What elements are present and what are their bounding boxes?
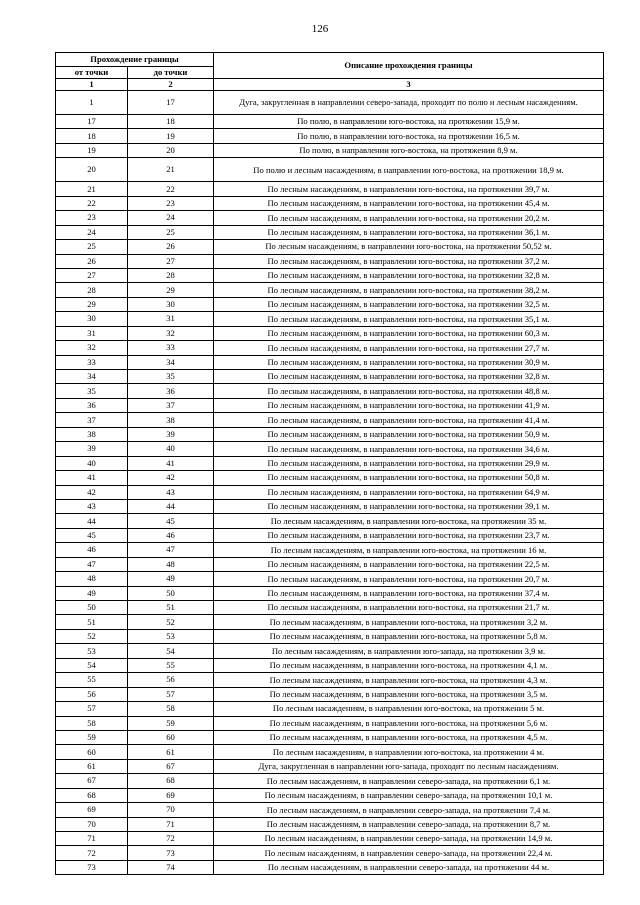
cell-description: По лесным насаждениям, в направлении юго-востока, на протяжении 5,6 м.	[214, 716, 604, 730]
cell-from-point: 21	[56, 182, 128, 196]
cell-to-point: 51	[128, 601, 214, 615]
cell-from-point: 73	[56, 860, 128, 874]
cell-description: По лесным насаждениям, в направлении юго-востока, на протяжении 32,5 м.	[214, 297, 604, 311]
cell-to-point: 38	[128, 413, 214, 427]
cell-to-point: 37	[128, 398, 214, 412]
table-row	[56, 687, 604, 701]
cell-description: По лесным насаждениям, в направлении юго-востока, на протяжении 39,1 м.	[214, 499, 604, 513]
cell-to-point: 45	[128, 514, 214, 528]
cell-description: По лесным насаждениям, в направлении северо-запада, на протяжении 22,4 м.	[214, 846, 604, 860]
cell-from-point: 17	[56, 115, 128, 129]
cell-description: По лесным насаждениям, в направлении юго-востока, на протяжении 41,9 м.	[214, 398, 604, 412]
header-boundary-passage: Прохождение границы	[56, 53, 214, 67]
table-row	[56, 326, 604, 340]
table-row	[56, 860, 604, 874]
cell-from-point: 49	[56, 586, 128, 600]
cell-to-point: 31	[128, 312, 214, 326]
cell-to-point: 46	[128, 528, 214, 542]
cell-description: По лесным насаждениям, в направлении юго-востока, на протяжении 37,2 м.	[214, 254, 604, 268]
cell-description: По лесным насаждениям, в направлении юго-востока, на протяжении 32,8 м.	[214, 268, 604, 282]
table-row	[56, 485, 604, 499]
cell-description: По лесным насаждениям, в направлении юго-востока, на протяжении 35,1 м.	[214, 312, 604, 326]
table-row	[56, 601, 604, 615]
cell-from-point: 29	[56, 297, 128, 311]
cell-description: Дуга, закругленная в направлении северо-запада, проходит по полю и лесным насаждениям.	[214, 91, 604, 115]
cell-from-point: 28	[56, 283, 128, 297]
cell-description: По лесным насаждениям, в направлении юго-востока, на протяжении 50,8 м.	[214, 471, 604, 485]
cell-description: По лесным насаждениям, в направлении северо-запада, на протяжении 44 м.	[214, 860, 604, 874]
cell-from-point: 53	[56, 644, 128, 658]
cell-from-point: 67	[56, 774, 128, 788]
table-row	[56, 644, 604, 658]
table-row	[56, 297, 604, 311]
cell-from-point: 34	[56, 370, 128, 384]
cell-to-point: 57	[128, 687, 214, 701]
table-row	[56, 673, 604, 687]
cell-to-point: 56	[128, 673, 214, 687]
cell-to-point: 44	[128, 499, 214, 513]
table-row	[56, 283, 604, 297]
cell-from-point: 61	[56, 759, 128, 773]
table-row	[56, 658, 604, 672]
cell-to-point: 20	[128, 143, 214, 157]
cell-from-point: 35	[56, 384, 128, 398]
table-row	[56, 702, 604, 716]
cell-to-point: 21	[128, 158, 214, 182]
cell-from-point: 24	[56, 225, 128, 239]
cell-description: По лесным насаждениям, в направлении юго-востока, на протяжении 34,6 м.	[214, 442, 604, 456]
page-number: 126	[311, 23, 329, 35]
cell-from-point: 30	[56, 312, 128, 326]
table-row	[56, 384, 604, 398]
table-header	[56, 53, 604, 91]
table-row	[56, 745, 604, 759]
cell-description: По лесным насаждениям, в направлении юго-востока, на протяжении 20,7 м.	[214, 572, 604, 586]
cell-from-point: 55	[56, 673, 128, 687]
cell-from-point: 47	[56, 557, 128, 571]
header-from-point: от точки	[56, 67, 128, 79]
table-row	[56, 91, 604, 115]
header-to-point: до точки	[128, 67, 214, 79]
cell-from-point: 26	[56, 254, 128, 268]
cell-description: По лесным насаждениям, в направлении юго-востока, на протяжении 4,1 м.	[214, 658, 604, 672]
cell-to-point: 69	[128, 788, 214, 802]
cell-description: По полю, в направлении юго-востока, на протяжении 8,9 м.	[214, 143, 604, 157]
cell-description: По лесным насаждениям, в направлении юго-запада, на протяжении 3,9 м.	[214, 644, 604, 658]
cell-from-point: 1	[56, 91, 128, 115]
table-row	[56, 730, 604, 744]
cell-to-point: 22	[128, 182, 214, 196]
cell-description: По полю, в направлении юго-востока, на протяжении 15,9 м.	[214, 115, 604, 129]
cell-from-point: 70	[56, 817, 128, 831]
cell-from-point: 31	[56, 326, 128, 340]
cell-description: По лесным насаждениям, в направлении юго-востока, на протяжении 21,7 м.	[214, 601, 604, 615]
cell-to-point: 30	[128, 297, 214, 311]
cell-description: По лесным насаждениям, в направлении юго-востока, на протяжении 16 м.	[214, 543, 604, 557]
cell-description: По лесным насаждениям, в направлении юго-востока, на протяжении 5 м.	[214, 702, 604, 716]
cell-description: По лесным насаждениям, в направлении юго-востока, на протяжении 23,7 м.	[214, 528, 604, 542]
cell-from-point: 23	[56, 211, 128, 225]
cell-from-point: 45	[56, 528, 128, 542]
cell-from-point: 54	[56, 658, 128, 672]
table-row	[56, 413, 604, 427]
table-row	[56, 832, 604, 846]
cell-from-point: 51	[56, 615, 128, 629]
table-row	[56, 499, 604, 513]
cell-from-point: 71	[56, 832, 128, 846]
cell-to-point: 33	[128, 341, 214, 355]
cell-to-point: 72	[128, 832, 214, 846]
cell-from-point: 27	[56, 268, 128, 282]
cell-description: По лесным насаждениям, в направлении юго-востока, на протяжении 3,2 м.	[214, 615, 604, 629]
cell-description: По лесным насаждениям, в направлении юго-востока, на протяжении 38,2 м.	[214, 283, 604, 297]
table-row	[56, 528, 604, 542]
cell-description: По лесным насаждениям, в направлении северо-запада, на протяжении 6,1 м.	[214, 774, 604, 788]
cell-to-point: 55	[128, 658, 214, 672]
cell-description: По лесным насаждениям, в направлении юго-востока, на протяжении 39,7 м.	[214, 182, 604, 196]
table-row	[56, 129, 604, 143]
cell-to-point: 71	[128, 817, 214, 831]
cell-to-point: 74	[128, 860, 214, 874]
table-row	[56, 398, 604, 412]
cell-from-point: 69	[56, 803, 128, 817]
cell-to-point: 42	[128, 471, 214, 485]
table-row	[56, 471, 604, 485]
cell-description: По лесным насаждениям, в направлении северо-запада, на протяжении 14,9 м.	[214, 832, 604, 846]
cell-description: По лесным насаждениям, в направлении северо-запада, на протяжении 10,1 м.	[214, 788, 604, 802]
cell-to-point: 28	[128, 268, 214, 282]
cell-from-point: 40	[56, 456, 128, 470]
cell-from-point: 36	[56, 398, 128, 412]
cell-from-point: 38	[56, 427, 128, 441]
table-row	[56, 846, 604, 860]
cell-description: По лесным насаждениям, в направлении юго-востока, на протяжении 30,9 м.	[214, 355, 604, 369]
cell-description: По лесным насаждениям, в направлении юго-востока, на протяжении 36,1 м.	[214, 225, 604, 239]
cell-to-point: 58	[128, 702, 214, 716]
cell-to-point: 49	[128, 572, 214, 586]
cell-description: По лесным насаждениям, в направлении юго-востока, на протяжении 29,9 м.	[214, 456, 604, 470]
cell-description: По лесным насаждениям, в направлении юго-востока, на протяжении 4 м.	[214, 745, 604, 759]
table-row	[56, 341, 604, 355]
cell-from-point: 42	[56, 485, 128, 499]
table-row	[56, 211, 604, 225]
cell-to-point: 54	[128, 644, 214, 658]
cell-from-point: 58	[56, 716, 128, 730]
cell-to-point: 53	[128, 629, 214, 643]
cell-description: По лесным насаждениям, в направлении северо-запада, на протяжении 8,7 м.	[214, 817, 604, 831]
cell-from-point: 44	[56, 514, 128, 528]
cell-description: По лесным насаждениям, в направлении юго-востока, на протяжении 45,4 м.	[214, 196, 604, 210]
cell-description: По лесным насаждениям, в направлении юго-востока, на протяжении 64,9 м.	[214, 485, 604, 499]
cell-to-point: 43	[128, 485, 214, 499]
cell-from-point: 18	[56, 129, 128, 143]
cell-from-point: 43	[56, 499, 128, 513]
cell-description: По лесным насаждениям, в направлении юго-востока, на протяжении 37,4 м.	[214, 586, 604, 600]
cell-description: По лесным насаждениям, в направлении юго-востока, на протяжении 32,8 м.	[214, 370, 604, 384]
cell-from-point: 37	[56, 413, 128, 427]
cell-to-point: 27	[128, 254, 214, 268]
table-row	[56, 115, 604, 129]
cell-to-point: 73	[128, 846, 214, 860]
cell-description: По лесным насаждениям, в направлении юго-востока, на протяжении 4,5 м.	[214, 730, 604, 744]
cell-to-point: 23	[128, 196, 214, 210]
table-row	[56, 759, 604, 773]
cell-from-point: 72	[56, 846, 128, 860]
cell-to-point: 48	[128, 557, 214, 571]
table-body	[56, 91, 604, 875]
cell-to-point: 26	[128, 240, 214, 254]
table-row	[56, 456, 604, 470]
cell-description: По лесным насаждениям, в направлении юго-востока, на протяжении 22,5 м.	[214, 557, 604, 571]
cell-description: По лесным насаждениям, в направлении северо-запада, на протяжении 7,4 м.	[214, 803, 604, 817]
cell-description: По лесным насаждениям, в направлении юго-востока, на протяжении 35 м.	[214, 514, 604, 528]
cell-from-point: 20	[56, 158, 128, 182]
cell-to-point: 47	[128, 543, 214, 557]
cell-to-point: 68	[128, 774, 214, 788]
header-col-num-1: 1	[56, 79, 128, 91]
cell-to-point: 40	[128, 442, 214, 456]
table-row	[56, 716, 604, 730]
cell-to-point: 61	[128, 745, 214, 759]
table-row	[56, 514, 604, 528]
cell-from-point: 68	[56, 788, 128, 802]
cell-from-point: 25	[56, 240, 128, 254]
cell-from-point: 22	[56, 196, 128, 210]
boundary-table	[55, 52, 604, 875]
cell-from-point: 56	[56, 687, 128, 701]
cell-from-point: 33	[56, 355, 128, 369]
table-row	[56, 615, 604, 629]
cell-description: Дуга, закругленная в направлении юго-запада, проходит по лесным насаждениям.	[214, 759, 604, 773]
cell-to-point: 39	[128, 427, 214, 441]
table-row	[56, 196, 604, 210]
cell-from-point: 57	[56, 702, 128, 716]
cell-description: По лесным насаждениям, в направлении юго-востока, на протяжении 60,3 м.	[214, 326, 604, 340]
cell-to-point: 25	[128, 225, 214, 239]
table-row	[56, 355, 604, 369]
cell-to-point: 29	[128, 283, 214, 297]
cell-to-point: 67	[128, 759, 214, 773]
cell-from-point: 41	[56, 471, 128, 485]
cell-to-point: 19	[128, 129, 214, 143]
cell-to-point: 17	[128, 91, 214, 115]
table-row	[56, 225, 604, 239]
header-col-num-3: 3	[214, 79, 604, 91]
cell-from-point: 39	[56, 442, 128, 456]
cell-to-point: 50	[128, 586, 214, 600]
header-description: Описание прохождения границы	[214, 53, 604, 79]
cell-description: По лесным насаждениям, в направлении юго-востока, на протяжении 3,5 м.	[214, 687, 604, 701]
cell-to-point: 41	[128, 456, 214, 470]
cell-from-point: 48	[56, 572, 128, 586]
cell-to-point: 59	[128, 716, 214, 730]
cell-description: По лесным насаждениям, в направлении юго-востока, на протяжении 48,8 м.	[214, 384, 604, 398]
cell-from-point: 52	[56, 629, 128, 643]
header-col-num-2: 2	[128, 79, 214, 91]
table-row	[56, 182, 604, 196]
table-row	[56, 586, 604, 600]
table-row	[56, 543, 604, 557]
cell-to-point: 36	[128, 384, 214, 398]
cell-from-point: 59	[56, 730, 128, 744]
cell-to-point: 32	[128, 326, 214, 340]
cell-description: По лесным насаждениям, в направлении юго-востока, на протяжении 20,2 м.	[214, 211, 604, 225]
cell-description: По лесным насаждениям, в направлении юго-востока, на протяжении 27,7 м.	[214, 341, 604, 355]
table-row	[56, 158, 604, 182]
cell-description: По полю, в направлении юго-востока, на протяжении 16,5 м.	[214, 129, 604, 143]
cell-from-point: 32	[56, 341, 128, 355]
cell-to-point: 35	[128, 370, 214, 384]
cell-from-point: 60	[56, 745, 128, 759]
table-row	[56, 427, 604, 441]
cell-description: По лесным насаждениям, в направлении юго-востока, на протяжении 50,52 м.	[214, 240, 604, 254]
table-row	[56, 312, 604, 326]
cell-to-point: 18	[128, 115, 214, 129]
table-row	[56, 240, 604, 254]
table-row	[56, 442, 604, 456]
cell-to-point: 60	[128, 730, 214, 744]
cell-description: По лесным насаждениям, в направлении юго-востока, на протяжении 5,8 м.	[214, 629, 604, 643]
cell-to-point: 52	[128, 615, 214, 629]
cell-description: По лесным насаждениям, в направлении юго-востока, на протяжении 50,9 м.	[214, 427, 604, 441]
table-row	[56, 370, 604, 384]
cell-description: По лесным насаждениям, в направлении юго-востока, на протяжении 41,4 м.	[214, 413, 604, 427]
table-row	[56, 817, 604, 831]
table-row	[56, 557, 604, 571]
table-row	[56, 803, 604, 817]
table-row	[56, 254, 604, 268]
table-row	[56, 572, 604, 586]
table-row	[56, 268, 604, 282]
table-row	[56, 143, 604, 157]
cell-description: По лесным насаждениям, в направлении юго-востока, на протяжении 4,3 м.	[214, 673, 604, 687]
cell-from-point: 46	[56, 543, 128, 557]
cell-to-point: 34	[128, 355, 214, 369]
cell-from-point: 19	[56, 143, 128, 157]
cell-from-point: 50	[56, 601, 128, 615]
table-row	[56, 629, 604, 643]
cell-description: По полю и лесным насаждениям, в направлении юго-востока, на протяжении 18,9 м.	[214, 158, 604, 182]
cell-to-point: 70	[128, 803, 214, 817]
table-row	[56, 774, 604, 788]
cell-to-point: 24	[128, 211, 214, 225]
table-row	[56, 788, 604, 802]
